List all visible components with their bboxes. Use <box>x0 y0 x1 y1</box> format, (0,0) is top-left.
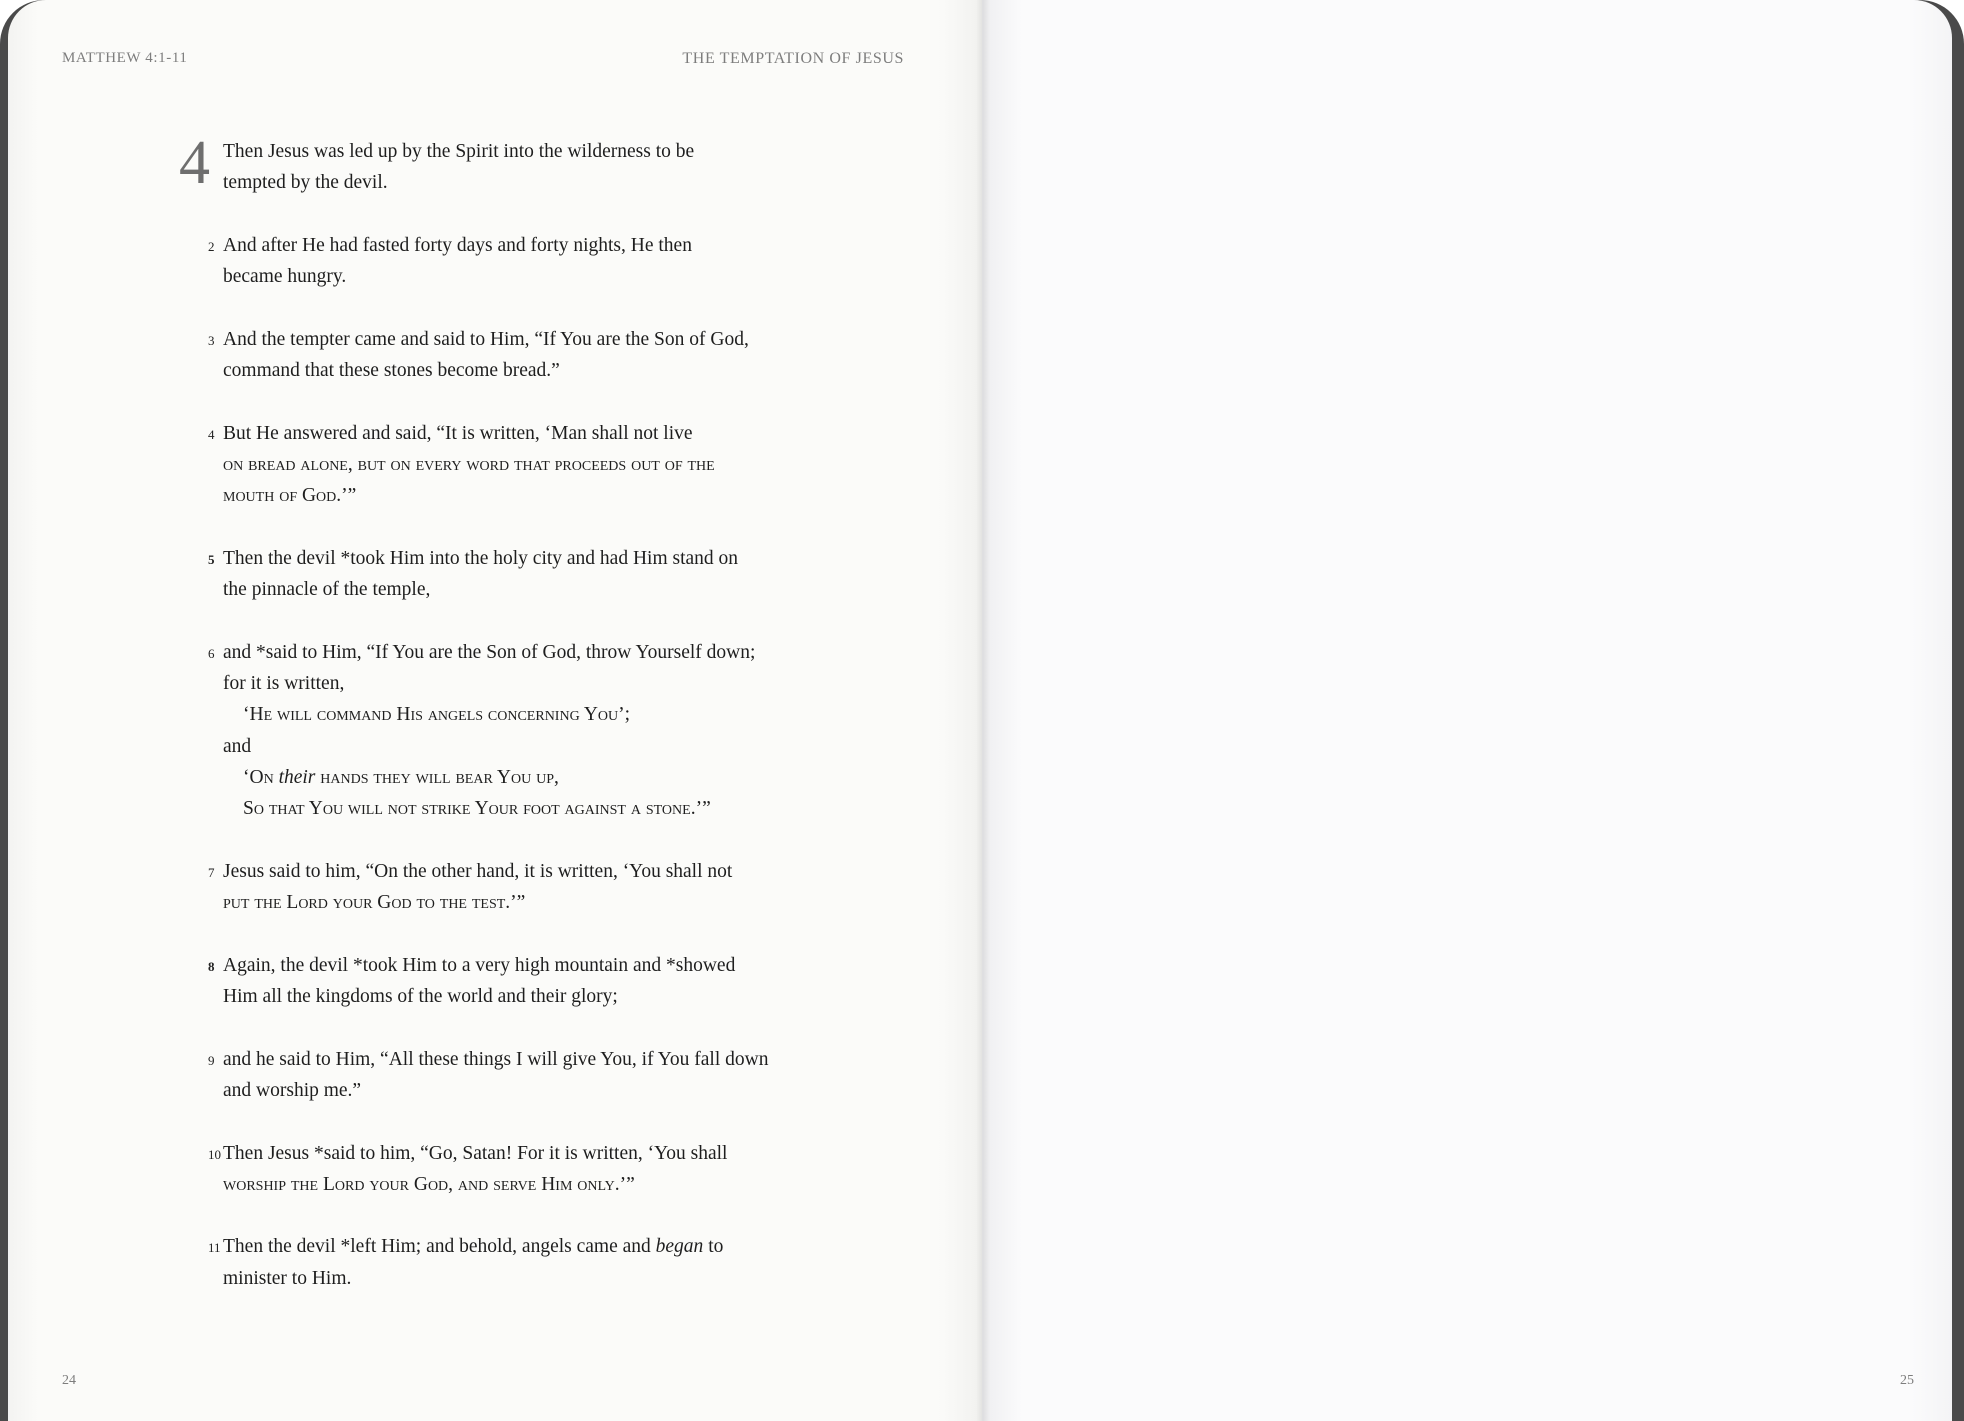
verse-line-quote: ‘He will command His angels concerning You’; <box>243 704 631 726</box>
verse-number: 3 <box>208 332 215 348</box>
verse-line: command that these stones become bread.” <box>223 360 560 382</box>
section-title: THE TEMPTATION OF JESUS <box>682 50 904 67</box>
verse-line: minister to Him. <box>223 1267 352 1289</box>
verse-7 <box>208 856 803 919</box>
verse-3 <box>208 324 803 387</box>
book-gutter <box>976 0 990 1421</box>
verse-line: and *said to Him, “If You are the Son of God, throw Yourself down; <box>223 641 756 663</box>
verse-line-quote: So that You will not strike Your foot against a stone.’” <box>243 798 711 820</box>
chapter-number: 4 <box>179 129 210 197</box>
verse-number: 6 <box>208 645 215 661</box>
verse-number: 10 <box>208 1146 221 1162</box>
verse-number: 11 <box>208 1240 221 1256</box>
verse-line: Again, the devil *took Him to a very high mountain and *showed <box>223 954 736 976</box>
verse-8 <box>208 950 803 1013</box>
verse-line: Then Jesus was led up by the Spirit into the wilderness to be <box>223 141 695 162</box>
verse-line: for it is written, <box>223 673 345 695</box>
italic-word: began <box>655 1236 704 1258</box>
running-head: MATTHEW 4:1-11 <box>62 50 188 66</box>
verse-line: Then the devil *left Him; and behold, angels came and began to <box>223 1236 724 1258</box>
verse-line-quote: on bread alone, but on every word that proceeds out of the <box>223 453 715 475</box>
page-number-right: 25 <box>1900 1373 1914 1388</box>
verse-line-quote: put the Lord your God to the test.’” <box>223 892 526 914</box>
verse-line: Then Jesus *said to him, “Go, Satan! For it is written, ‘You shall <box>223 1142 728 1164</box>
verse-line: Him all the kingdoms of the world and their glory; <box>223 986 618 1008</box>
scripture-text <box>179 129 803 1325</box>
verse-number: 7 <box>208 864 215 880</box>
verse-6 <box>208 637 803 825</box>
verse-line: Then the devil *took Him into the holy city and had Him stand on <box>223 547 739 569</box>
verse-line: Jesus said to him, “On the other hand, it is written, ‘You shall not <box>223 860 733 882</box>
verse-line: became hungry. <box>223 266 347 288</box>
italic-word: their <box>278 766 316 788</box>
verse-line: But He answered and said, “It is written, ‘Man shall not live <box>223 422 693 444</box>
verse-line-quote: mouth of God.’” <box>223 485 357 507</box>
verse-2 <box>208 230 803 293</box>
verse-9 <box>208 1044 803 1107</box>
verse-number: 4 <box>208 426 215 442</box>
verse-line: and he said to Him, “All these things I will give You, if You fall down <box>223 1048 769 1070</box>
verse-number: 5 <box>208 551 215 567</box>
left-page <box>8 0 982 1421</box>
verse-10 <box>208 1138 803 1201</box>
verse-line-quote: ‘On their hands they will bear You up, <box>243 766 559 788</box>
verse-number: 8 <box>208 958 215 974</box>
verse-line-quote: worship the Lord your God, and serve Him only.’” <box>223 1173 635 1195</box>
verse-11 <box>208 1231 803 1294</box>
verse-line: and <box>223 735 252 757</box>
verse-line: the pinnacle of the temple, <box>223 579 431 601</box>
verse-1 <box>179 129 803 199</box>
right-page <box>982 0 1952 1421</box>
verse-line: And after He had fasted forty days and forty nights, He then <box>223 234 692 256</box>
verse-number: 9 <box>208 1052 215 1068</box>
page-number-left: 24 <box>62 1373 76 1388</box>
verse-line: And the tempter came and said to Him, “If You are the Son of God, <box>223 328 749 350</box>
verse-number: 2 <box>208 238 215 254</box>
verse-5 <box>208 543 803 606</box>
verse-line: tempted by the devil. <box>223 172 388 194</box>
verse-line: and worship me.” <box>223 1079 362 1101</box>
verse-4 <box>208 418 803 512</box>
